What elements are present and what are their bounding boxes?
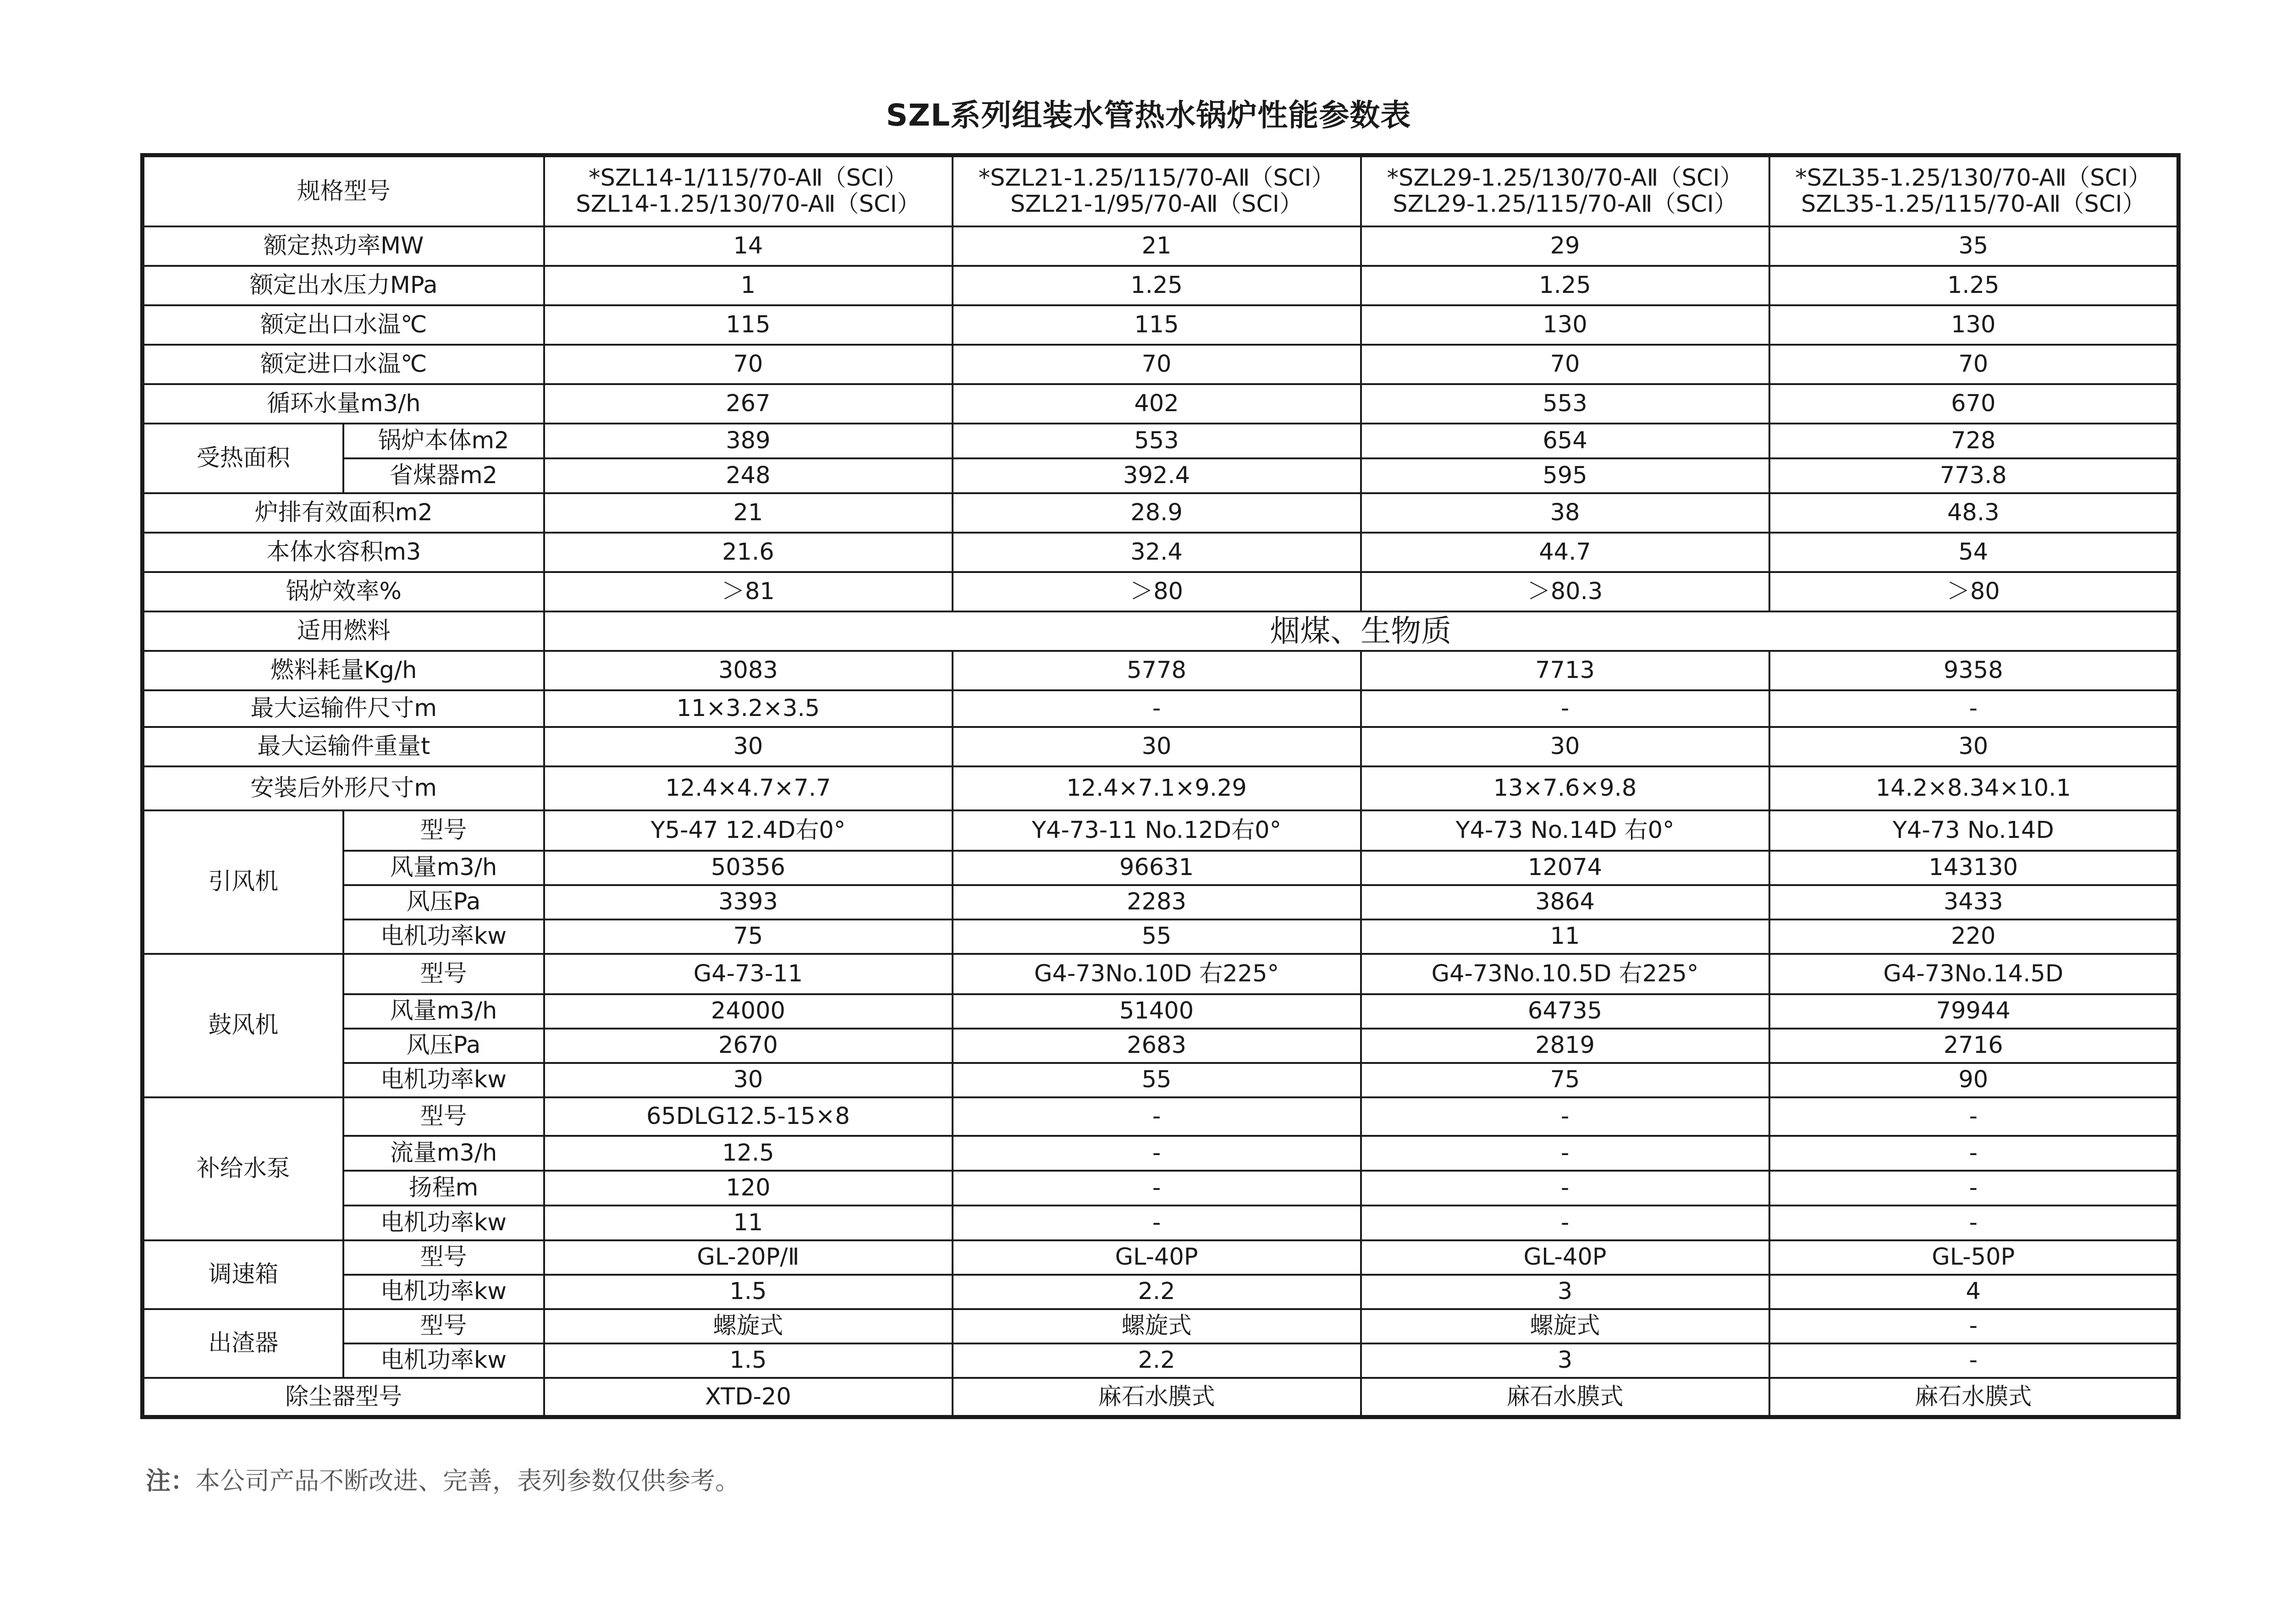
table-cell: 115 <box>544 305 953 345</box>
footnote <box>146 1461 740 1497</box>
model-cell <box>1769 155 2179 226</box>
table-cell: XTD-20 <box>544 1378 953 1417</box>
table-cell: 2716 <box>1769 1029 2179 1063</box>
table-row <box>143 305 2179 345</box>
table-cell: 70 <box>1769 345 2179 384</box>
row-label: 额定热功率MW <box>143 226 544 266</box>
table-cell: ＞80 <box>1769 572 2179 611</box>
table-cell: 12074 <box>1361 851 1769 885</box>
table-cell: 3 <box>1361 1343 1769 1378</box>
page-title: SZL系列组装水管热水锅炉性能参数表 <box>886 98 1411 133</box>
table-cell: - <box>1769 1206 2179 1240</box>
table-cell: 11 <box>544 1206 953 1240</box>
table-cell: 143130 <box>1769 851 2179 885</box>
table-row <box>143 611 2179 651</box>
sub-label: 风压Pa <box>343 1029 544 1063</box>
table-cell: G4-73No.14.5D <box>1769 954 2179 994</box>
table-cell: 50356 <box>544 851 953 885</box>
table-cell: GL-20P/Ⅱ <box>544 1240 953 1275</box>
table-cell: 75 <box>1361 1063 1769 1097</box>
model-line: *SZL35-1.25/130/70-AⅡ（SCI） <box>1795 165 2152 192</box>
table-cell: 402 <box>953 384 1361 424</box>
table-cell: 30 <box>1361 727 1769 766</box>
table-cell: 2819 <box>1361 1029 1769 1063</box>
table-cell: 1.5 <box>544 1275 953 1309</box>
table-cell: - <box>1769 1171 2179 1206</box>
table-cell: 14.2×8.34×10.1 <box>1769 766 2179 810</box>
table-cell: 115 <box>953 305 1361 345</box>
model-cell <box>1361 155 1769 226</box>
row-label: 最大运输件重量t <box>143 727 544 766</box>
table-row <box>143 424 2179 458</box>
table-row <box>143 766 2179 810</box>
table-cell: G4-73-11 <box>544 954 953 994</box>
table-cell: Y5-47 12.4D右0° <box>544 810 953 851</box>
table-row <box>143 690 2179 727</box>
table-cell: 55 <box>953 919 1361 954</box>
table-cell: 2683 <box>953 1029 1361 1063</box>
table-cell: Y4-73 No.14D <box>1769 810 2179 851</box>
sub-label: 风量m3/h <box>343 994 544 1029</box>
model-cell <box>953 155 1361 226</box>
table-cell: 654 <box>1361 424 1769 458</box>
table-cell: 728 <box>1769 424 2179 458</box>
table-cell: 3864 <box>1361 885 1769 919</box>
table-row <box>143 954 2179 994</box>
table-cell: 1.25 <box>953 266 1361 305</box>
table-cell: 130 <box>1361 305 1769 345</box>
table-row <box>143 266 2179 305</box>
sub-label: 电机功率kw <box>343 1206 544 1240</box>
table-cell: 54 <box>1769 533 2179 572</box>
table-row <box>143 533 2179 572</box>
table-row <box>143 1309 2179 1343</box>
group-label: 调速箱 <box>143 1240 343 1309</box>
model-line: *SZL14-1/115/70-AⅡ（SCI） <box>589 165 908 192</box>
table-cell: 4 <box>1769 1275 2179 1309</box>
table-row <box>143 1097 2179 1136</box>
sub-label: 电机功率kw <box>343 919 544 954</box>
table-cell: 2.2 <box>953 1343 1361 1378</box>
table-cell: - <box>953 1206 1361 1240</box>
table-cell: GL-40P <box>1361 1240 1769 1275</box>
table-cell: - <box>953 1097 1361 1136</box>
table-cell: - <box>1769 1309 2179 1343</box>
header-label: 规格型号 <box>143 155 544 226</box>
table-cell: 21.6 <box>544 533 953 572</box>
table-cell: - <box>1361 1206 1769 1240</box>
row-label: 燃料耗量Kg/h <box>143 651 544 690</box>
table-row <box>143 155 2179 226</box>
group-label: 受热面积 <box>143 424 343 493</box>
table-cell: 9358 <box>1769 651 2179 690</box>
table-cell: 130 <box>1769 305 2179 345</box>
table-cell: 65DLG12.5-15×8 <box>544 1097 953 1136</box>
table-cell: - <box>953 1136 1361 1171</box>
table-cell: ＞81 <box>544 572 953 611</box>
table-cell: 21 <box>544 493 953 533</box>
table-cell: 7713 <box>1361 651 1769 690</box>
table-cell: 79944 <box>1769 994 2179 1029</box>
table-row <box>143 1343 2179 1378</box>
table-cell: - <box>1361 1097 1769 1136</box>
row-label: 额定进口水温℃ <box>143 345 544 384</box>
table-cell: ＞80 <box>953 572 1361 611</box>
table-cell: 12.5 <box>544 1136 953 1171</box>
table-cell: 13×7.6×9.8 <box>1361 766 1769 810</box>
sub-label: 型号 <box>343 1240 544 1275</box>
table-cell: - <box>953 690 1361 727</box>
sub-label: 电机功率kw <box>343 1343 544 1378</box>
table-cell: 28.9 <box>953 493 1361 533</box>
table-cell: 1.5 <box>544 1343 953 1378</box>
sub-label: 锅炉本体m2 <box>343 424 544 458</box>
table-cell: 30 <box>544 1063 953 1097</box>
table-cell: 392.4 <box>953 458 1361 493</box>
row-label: 额定出水压力MPa <box>143 266 544 305</box>
model-cell <box>544 155 953 226</box>
table-cell: 90 <box>1769 1063 2179 1097</box>
table-cell: 670 <box>1769 384 2179 424</box>
model-line: SZL14-1.25/130/70-AⅡ（SCI） <box>576 191 920 218</box>
table-cell: 553 <box>953 424 1361 458</box>
table-cell: 1.25 <box>1361 266 1769 305</box>
table-cell: 2670 <box>544 1029 953 1063</box>
table-cell: 267 <box>544 384 953 424</box>
table-cell: 3 <box>1361 1275 1769 1309</box>
sub-label: 扬程m <box>343 1171 544 1206</box>
table-row <box>143 384 2179 424</box>
table-row <box>143 810 2179 851</box>
table-cell: 12.4×4.7×7.7 <box>544 766 953 810</box>
table-cell: 220 <box>1769 919 2179 954</box>
row-label: 锅炉效率% <box>143 572 544 611</box>
row-label: 本体水容积m3 <box>143 533 544 572</box>
table-cell: - <box>1361 1136 1769 1171</box>
spec-table <box>140 153 2181 1419</box>
table-cell: Y4-73-11 No.12D右0° <box>953 810 1361 851</box>
table-row <box>143 1378 2179 1417</box>
table-cell: 麻石水膜式 <box>1769 1378 2179 1417</box>
table-cell: 螺旋式 <box>1361 1309 1769 1343</box>
group-label: 引风机 <box>143 810 343 954</box>
sub-label: 型号 <box>343 954 544 994</box>
table-cell: 11×3.2×3.5 <box>544 690 953 727</box>
table-cell: 麻石水膜式 <box>1361 1378 1769 1417</box>
table-cell: 3433 <box>1769 885 2179 919</box>
table-cell: 553 <box>1361 384 1769 424</box>
table-cell: 55 <box>953 1063 1361 1097</box>
row-label: 循环水量m3/h <box>143 384 544 424</box>
table-cell: 44.7 <box>1361 533 1769 572</box>
model-line: *SZL29-1.25/130/70-AⅡ（SCI） <box>1387 165 1743 192</box>
sub-label: 电机功率kw <box>343 1275 544 1309</box>
group-label: 鼓风机 <box>143 954 343 1097</box>
table-cell: 70 <box>544 345 953 384</box>
table-row <box>143 345 2179 384</box>
table-cell: 2283 <box>953 885 1361 919</box>
group-label: 出渣器 <box>143 1309 343 1378</box>
table-cell: GL-40P <box>953 1240 1361 1275</box>
table-cell: - <box>1769 1136 2179 1171</box>
table-row <box>143 885 2179 919</box>
table-cell: 75 <box>544 919 953 954</box>
table-cell: 30 <box>544 727 953 766</box>
table-cell: 3083 <box>544 651 953 690</box>
table-cell: 1 <box>544 266 953 305</box>
table-cell: 5778 <box>953 651 1361 690</box>
table-cell: 32.4 <box>953 533 1361 572</box>
table-cell: - <box>1769 1097 2179 1136</box>
table-row <box>143 226 2179 266</box>
table-cell: 螺旋式 <box>544 1309 953 1343</box>
table-cell: 64735 <box>1361 994 1769 1029</box>
sub-label: 型号 <box>343 1309 544 1343</box>
sub-label: 型号 <box>343 810 544 851</box>
row-label: 安装后外形尺寸m <box>143 766 544 810</box>
table-cell: 51400 <box>953 994 1361 1029</box>
table-row <box>143 919 2179 954</box>
table-row <box>143 1240 2179 1275</box>
group-label: 补给水泵 <box>143 1097 343 1240</box>
table-cell: - <box>1769 1343 2179 1378</box>
table-cell: 48.3 <box>1769 493 2179 533</box>
table-cell: G4-73No.10.5D 右225° <box>1361 954 1769 994</box>
row-label: 适用燃料 <box>143 611 544 651</box>
table-cell: 30 <box>1769 727 2179 766</box>
table-row <box>143 851 2179 885</box>
model-line: *SZL21-1.25/115/70-AⅡ（SCI） <box>978 165 1335 192</box>
sub-label: 风量m3/h <box>343 851 544 885</box>
table-row <box>143 994 2179 1029</box>
model-line: SZL21-1/95/70-AⅡ（SCI） <box>1010 191 1303 218</box>
table-cell: 1.25 <box>1769 266 2179 305</box>
sub-label: 型号 <box>343 1097 544 1136</box>
table-cell: ＞80.3 <box>1361 572 1769 611</box>
table-cell: 773.8 <box>1769 458 2179 493</box>
row-label: 炉排有效面积m2 <box>143 493 544 533</box>
table-cell: 2.2 <box>953 1275 1361 1309</box>
model-line: SZL29-1.25/115/70-AⅡ（SCI） <box>1393 191 1737 218</box>
table-cell: - <box>953 1171 1361 1206</box>
table-cell: 21 <box>953 226 1361 266</box>
table-cell: 389 <box>544 424 953 458</box>
table-cell: G4-73No.10D 右225° <box>953 954 1361 994</box>
footnote-text: 本公司产品不断改进、完善，表列参数仅供参考。 <box>195 1466 740 1495</box>
table-row <box>143 493 2179 533</box>
table-row <box>143 458 2179 493</box>
table-cell: GL-50P <box>1769 1240 2179 1275</box>
sub-label: 风压Pa <box>343 885 544 919</box>
table-row <box>143 1275 2179 1309</box>
table-cell: 螺旋式 <box>953 1309 1361 1343</box>
table-cell: - <box>1361 1171 1769 1206</box>
table-cell: 70 <box>1361 345 1769 384</box>
table-cell: 248 <box>544 458 953 493</box>
table-cell: 35 <box>1769 226 2179 266</box>
table-cell: 595 <box>1361 458 1769 493</box>
sub-label: 省煤器m2 <box>343 458 544 493</box>
table-cell: 3393 <box>544 885 953 919</box>
row-label: 最大运输件尺寸m <box>143 690 544 727</box>
table-row <box>143 1171 2179 1206</box>
table-row <box>143 651 2179 690</box>
model-line: SZL35-1.25/115/70-AⅡ（SCI） <box>1801 191 2146 218</box>
row-label: 除尘器型号 <box>143 1378 544 1417</box>
sub-label: 电机功率kw <box>343 1063 544 1097</box>
table-cell: 120 <box>544 1171 953 1206</box>
fuel-cell: 烟煤、生物质 <box>544 611 2179 651</box>
table-row <box>143 572 2179 611</box>
table-cell: 96631 <box>953 851 1361 885</box>
table-row <box>143 1206 2179 1240</box>
table-row <box>143 1029 2179 1063</box>
table-cell: Y4-73 No.14D 右0° <box>1361 810 1769 851</box>
table-row <box>143 1136 2179 1171</box>
table-cell: 14 <box>544 226 953 266</box>
table-cell: 70 <box>953 345 1361 384</box>
table-cell: 30 <box>953 727 1361 766</box>
row-label: 额定出口水温℃ <box>143 305 544 345</box>
table-row <box>143 1063 2179 1097</box>
table-cell: 29 <box>1361 226 1769 266</box>
table-row <box>143 727 2179 766</box>
table-cell: 12.4×7.1×9.29 <box>953 766 1361 810</box>
table-cell: 11 <box>1361 919 1769 954</box>
table-cell: 24000 <box>544 994 953 1029</box>
table-cell: 麻石水膜式 <box>953 1378 1361 1417</box>
footnote-prefix: 注： <box>146 1466 195 1495</box>
table-cell: - <box>1361 690 1769 727</box>
sub-label: 流量m3/h <box>343 1136 544 1171</box>
table-cell: - <box>1769 690 2179 727</box>
table-cell: 38 <box>1361 493 1769 533</box>
